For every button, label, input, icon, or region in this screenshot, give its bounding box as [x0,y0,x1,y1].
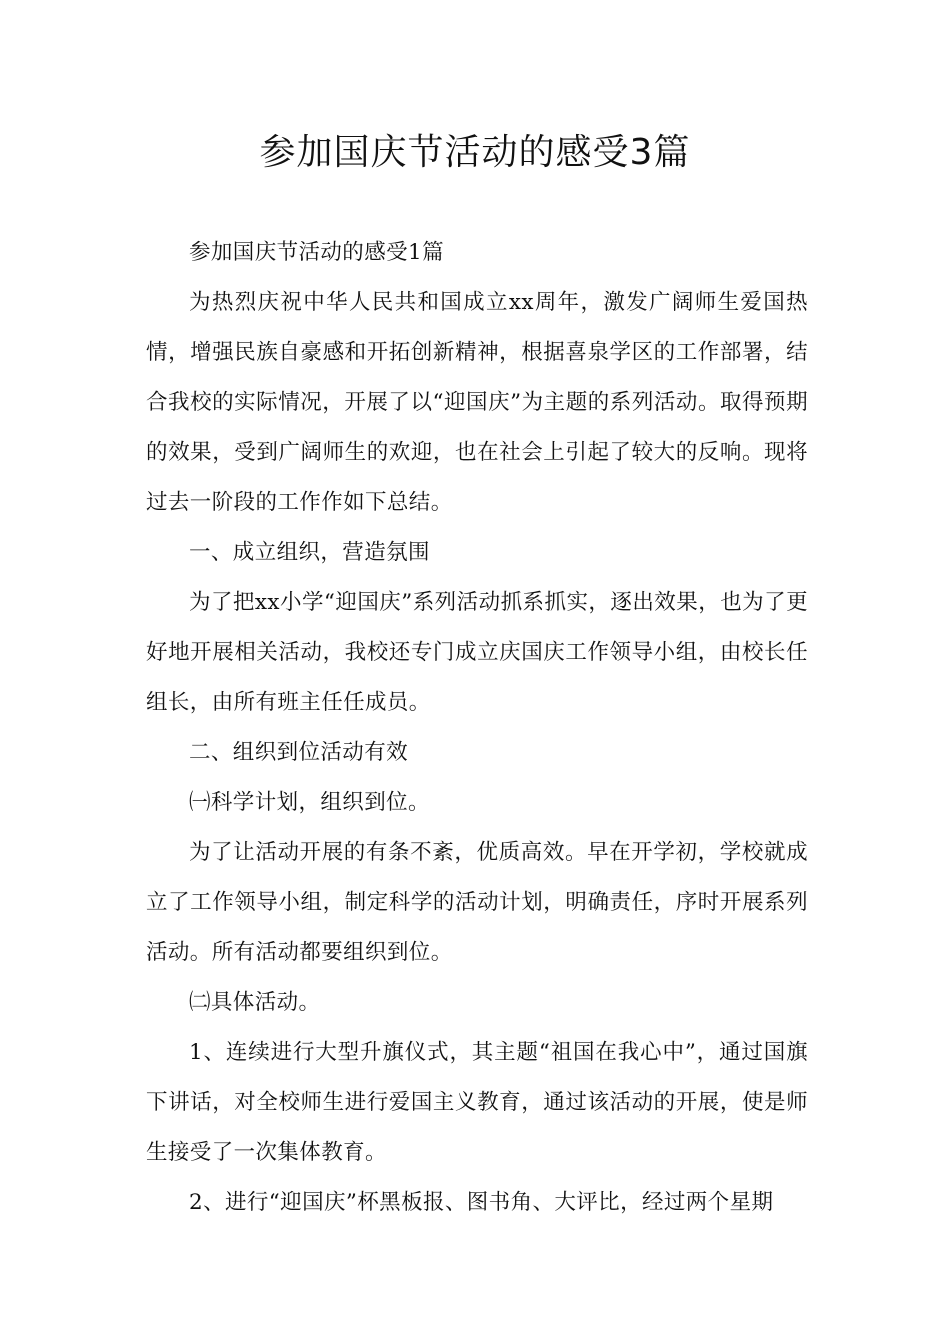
activity-item-2: 2、进行“迎国庆”杯黑板报、图书角、大评比，经过两个星期 [189,1190,774,1215]
intro-paragraph: 为热烈庆祝中华人民共和国成立xx周年，激发广阔师生爱国热情，增强民族自豪感和开拓创新精神，根据喜泉学区的工作部署，结合我校的实际情况，开展了以“迎国庆”为主题的系列活动。取得预期的效果，受到广阔师生的欢迎，也在社会上引起了较大的反响。现将过去一阶段的工作作如下总结。 [146,290,808,515]
subtitle-paragraph: 参加国庆节活动的感受1篇 [189,240,444,265]
subsection-heading-2: ㈡具体活动。 [189,990,321,1015]
subsection-heading-1: ㈠科学计划，组织到位。 [189,790,430,815]
document-body [146,228,808,1228]
subsection-1-paragraph: 为了让活动开展的有条不紊，优质高效。早在开学初，学校就成立了工作领导小组，制定科学的活动计划，明确责任，序时开展系列活动。所有活动都要组织到位。 [146,840,808,965]
document-title: 参加国庆节活动的感受3篇 [259,132,691,173]
section-1-paragraph: 为了把xx小学“迎国庆”系列活动抓系抓实，逐出效果，也为了更好地开展相关活动，我校还专门成立庆国庆工作领导小组，由校长任组长，由所有班主任任成员。 [146,590,808,715]
activity-item-1: 1、连续进行大型升旗仪式，其主题“祖国在我心中”，通过国旗下讲话，对全校师生进行爱国主义教育，通过该活动的开展，使是师生接受了一次集体教育。 [146,1040,808,1165]
section-heading-1: 一、成立组织，营造氛围 [189,540,430,565]
section-heading-2: 二、组织到位活动有效 [189,740,409,765]
